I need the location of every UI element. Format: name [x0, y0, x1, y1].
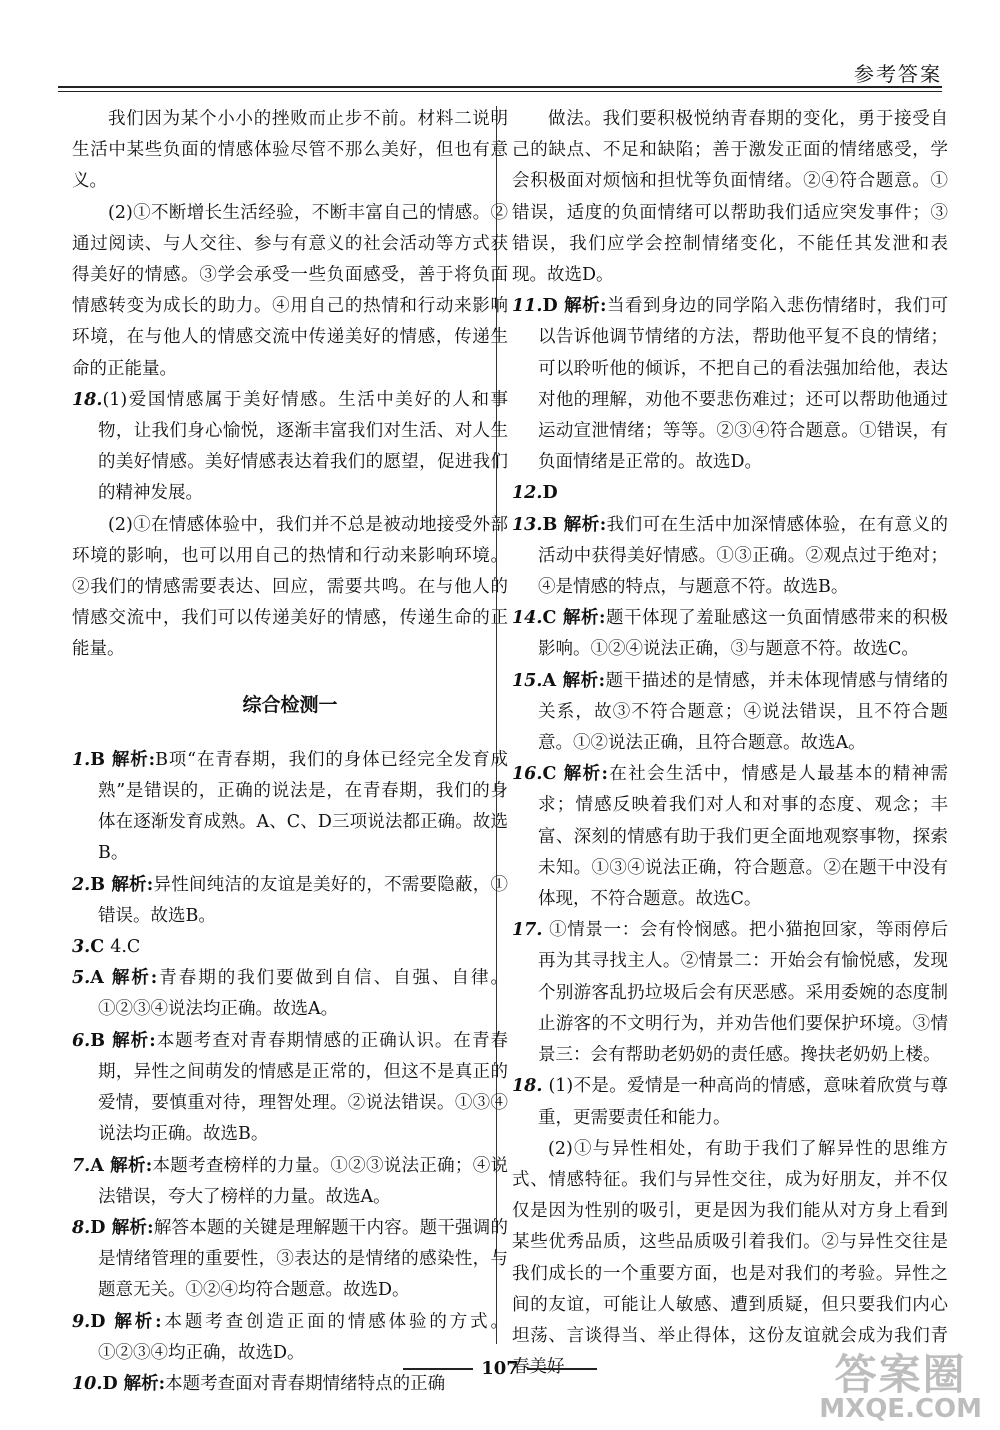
answer-text: 我们可在生活中加深情感体验，在有意义的活动中获得美好情感。①③正确。②观点过于绝对；④是情感的特点，与题意不符。故选B。 — [538, 514, 948, 598]
answer-text: ①情景一：会有怜悯感。把小猫抱回家，等雨停后再为其寻找主人。②情景二：开始会有愉悦感，发现个别游客乱扔垃圾后会有厌恶感。采用委婉的态度制止游客的不文明行为，并劝告他们要保护环境。③情景三：会有帮助老奶奶的责任感。搀扶老奶奶上楼。 — [538, 920, 948, 1066]
header-rule — [58, 86, 942, 88]
answer-text: 在社会生活中，情感是人最基本的精神需求；情感反映着我们对人和对事的态度、观念；丰富、深刻的情感有助于我们更全面地观察事物，探索未知。①③④说法正确，符合题意。②在题干中没有体现，不符合题意。故选C。 — [538, 764, 948, 910]
question-number: 18. — [72, 389, 103, 410]
page-number: 107 — [481, 1358, 519, 1379]
question-number: 7. — [72, 1155, 91, 1176]
header-title: 参考答案 — [854, 62, 942, 86]
analysis-label: 解析: — [563, 514, 607, 535]
question-18 — [72, 385, 508, 510]
answer-text: 本题考查创造正面的情感体验的方式。①②③④均正确，故选D。 — [98, 1311, 509, 1363]
watermark-text: 答案圈 — [834, 1350, 967, 1399]
question-number: 14. — [512, 608, 543, 629]
answer-text: 异性间纯洁的友谊是美好的，不需要隐蔽，①错误。故选B。 — [98, 874, 508, 926]
question-number: 1. — [72, 749, 91, 770]
answer-paragraph: (2)①不断增长生活经验，不断丰富自己的情感。②通过阅读、与人交往、参与有意义的社会活动等方式获得美好的情感。③学会承受一些负面感受，善于将负面情感转变为成长的助力。④用自己的热情和行动来影响环境，在与他人的情感交流中传递美好的情感，传递生命的正能量。 — [72, 202, 508, 379]
answer-text: (1)爱国情感属于美好情感。生活中美好的人和事物，让我们身心愉悦，逐渐丰富我们对生活、对人生的美好情感。美好情感表达着我们的愿望，促进我们的精神发展。 — [98, 389, 508, 504]
answer-item — [512, 478, 948, 509]
answer-text: 本题考查榜样的力量。①②③说法正确；④说法错误，夸大了榜样的力量。故选A。 — [98, 1155, 509, 1207]
answer-text: B项“在青春期，我们的身体已经完全发育成熟”是错误的，正确的说法是，在青春期，我们的身体在逐渐发育成熟。A、C、D三项说法都正确。故选B。 — [98, 749, 508, 864]
question-number: 6. — [72, 1030, 91, 1051]
question-number: 11. — [512, 296, 543, 317]
answer-item — [72, 1026, 508, 1151]
answer-item — [72, 745, 508, 870]
page-header — [58, 52, 942, 88]
left-column — [72, 104, 508, 1400]
right-column — [512, 104, 948, 1383]
answer-item — [72, 963, 508, 1025]
answer-choice: A — [542, 670, 557, 691]
answer-choice: D — [90, 1311, 106, 1332]
answer-text: 题干体现了羞耻感这一负面情感带来的积极影响。①②④说法正确，③与题意不符。故选C。 — [538, 608, 949, 660]
answer-choice: D — [542, 483, 558, 504]
analysis-label: 解析: — [562, 608, 606, 629]
section-title: 综合检测一 — [242, 693, 338, 716]
footer-ornament — [527, 1368, 597, 1370]
answer-list — [512, 291, 948, 1133]
answer-text: 解答本题的关键是理解题干内容。题干强调的是情绪管理的重要性，③表达的是情绪的感染性，与题意无关。①②④均符合题意。故选D。 — [98, 1217, 508, 1301]
answer-paragraph: (2)①在情感体验中，我们并不总是被动地接受外部环境的影响，也可以用自己的热情和行动来影响环境。②我们的情感需要表达、回应，需要共鸣。在与他人的情感交流中，我们可以传递美好的情感，传递生命的正能量。 — [72, 514, 508, 660]
answer-item — [72, 932, 508, 963]
analysis-label: 解析: — [111, 749, 156, 770]
answer-item — [72, 1213, 508, 1307]
question-number: 16. — [512, 764, 543, 785]
answer-text: (1)不是。爱情是一种高尚的情感，意味着欣赏与尊重，更需要责任和能力。 — [538, 1076, 948, 1128]
answer-choice: C — [542, 608, 557, 629]
analysis-label: 解析: — [111, 1311, 162, 1332]
answer-paragraph: (2)①与异性相处，有助于我们了解异性的思维方式、情感特征。我们与异性交往，成为好朋友，并不仅仅是因为性别的吸引，更是因为我们能从对方身上看到某些优秀品质，这些品质吸引着我们。②与异性交往是我们成长的一个重要方面，也是对我们的考验。异性之间的友谊，可能让人敏感、遭到质疑，但只要我们内心坦荡、言谈得当、举止得体，这份友谊就会成为我们青春美好 — [512, 1138, 948, 1378]
continued-paragraph: 做法。我们要积极悦纳青春期的变化，勇于接受自己的缺点、不足和缺陷；善于激发正面的情绪感受，学会积极面对烦恼和担忧等负面情绪。②④符合题意。①错误，适度的负面情绪可以帮助我们适应突发事件；③错误，我们应学会控制情绪变化，不能任其发泄和表现。故选D。 — [512, 109, 948, 286]
answer-item — [512, 759, 948, 915]
answer-choice: A — [90, 1155, 104, 1176]
answer-choice: B — [90, 749, 106, 770]
question-number: 9. — [72, 1311, 91, 1332]
question-number: 5. — [72, 968, 91, 989]
answer-text: 本题考查面对青春期情绪特点的正确 — [165, 1373, 446, 1394]
watermark-logo — [819, 1350, 982, 1424]
answer-item — [512, 510, 948, 604]
question-number: 8. — [72, 1217, 91, 1238]
header-rule-thin — [58, 91, 942, 92]
answer-item — [72, 870, 508, 932]
answer-text: 青春期的我们要做到自信、自强、自律。①②③④说法均正确。故选A。 — [98, 968, 508, 1020]
question-number: 18. — [512, 1076, 543, 1097]
answer-choice: D — [90, 1217, 106, 1238]
analysis-label: 解析: — [562, 764, 609, 785]
analysis-label: 解析: — [562, 670, 606, 691]
continued-paragraph: 我们因为某个小小的挫败而止步不前。材料二说明生活中某些负面的情感体验尽管不那么美好，但也有意义。 — [72, 109, 508, 192]
answer-choice: A — [90, 968, 104, 989]
analysis-label: 解析: — [109, 1155, 153, 1176]
question-number: 3. — [72, 937, 91, 958]
answer-choice: C — [90, 937, 105, 958]
question-number: 13. — [512, 514, 543, 535]
answer-item — [512, 1071, 948, 1133]
analysis-label: 解析: — [111, 1030, 156, 1051]
answer-item — [512, 915, 948, 1071]
answer-text: 题干描述的是情感，并未体现情感与情绪的关系，故③不符合题意；④说法错误，且不符合题意。①②说法正确，且符合题意。故选A。 — [538, 670, 949, 754]
answer-text: 本题考查对青春期情感的正确认识。在青春期，异性之间萌发的情感是正常的，但这不是真正的爱情，要慎重对待，理智处理。②说法错误。①③④说法均正确。故选B。 — [98, 1030, 508, 1145]
question-number: 15. — [512, 670, 543, 691]
question-number: 12. — [512, 483, 543, 504]
analysis-label: 解析: — [111, 874, 154, 895]
analysis-label: 解析: — [563, 296, 607, 317]
answer-item — [512, 603, 948, 665]
question-number: 2. — [72, 874, 91, 895]
answer-choice: B — [542, 514, 558, 535]
answer-item — [512, 666, 948, 760]
question-number: 10. — [72, 1373, 103, 1394]
answer-item — [512, 291, 948, 478]
answer-text: 当看到身边的同学陷入悲伤情绪时，我们可以告诉他调节情绪的方法，帮助他平复不良的情绪；可以聆听他的倾诉，不把自己的看法强加给他，表达对他的理解，劝他不要悲伤难过；还可以帮助他通过运动宣泄情绪；等等。②③④符合题意。①错误，有负面情绪是正常的。故选D。 — [538, 296, 949, 473]
answer-choice: D — [542, 296, 558, 317]
analysis-label: 解析: — [123, 1373, 166, 1394]
answer-item — [72, 1151, 508, 1213]
question-number: 17. — [512, 920, 543, 941]
answer-choice: D — [102, 1373, 118, 1394]
answer-list — [72, 745, 508, 1400]
answer-choice: B — [90, 874, 106, 895]
answer-choice: C — [542, 764, 557, 785]
footer-ornament — [403, 1368, 473, 1370]
analysis-label: 解析: — [109, 968, 158, 989]
answer-choice: B — [90, 1030, 106, 1051]
answer-text: 4.C — [110, 937, 141, 958]
watermark-url: MXQE.COM — [819, 1394, 982, 1424]
analysis-label: 解析: — [111, 1217, 154, 1238]
